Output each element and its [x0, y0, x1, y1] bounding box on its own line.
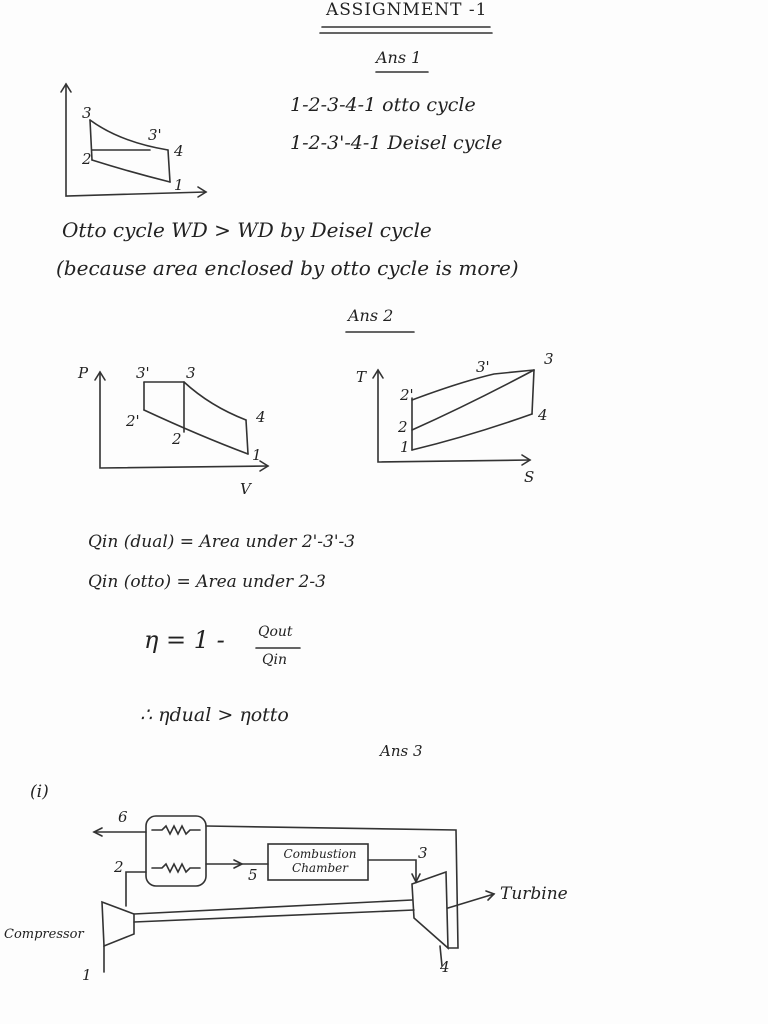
regenerator-box	[146, 816, 206, 886]
ans1-label-3prime: 3'	[148, 126, 162, 144]
fraction-numerator: Qout	[258, 624, 293, 640]
turbine-label: Turbine	[500, 884, 568, 904]
ans1-label-2: 2	[82, 150, 92, 168]
ans1-isochoric-23	[90, 120, 92, 160]
pv-axis-v: V	[240, 480, 251, 498]
ts-axis-t: T	[356, 368, 367, 386]
ts-label-2prime: 2'	[400, 386, 414, 404]
ans1-expansion-34	[90, 120, 168, 150]
node-6: 6	[118, 808, 128, 826]
ans1-reason: (because area enclosed by otto cycle is more)	[56, 256, 519, 280]
ans1-label-4: 4	[174, 142, 184, 160]
dual-otto-ts-diagram	[373, 370, 534, 465]
ans3-heading: Ans 3	[380, 742, 423, 760]
pv-expansion	[184, 382, 246, 420]
node-2: 2	[114, 858, 124, 876]
pv-label-2: 2	[172, 430, 182, 448]
pv-heat-rejection	[246, 420, 248, 454]
ans3-part: (i)	[30, 782, 49, 802]
ans1-axes	[66, 84, 206, 196]
ts-label-2: 2	[398, 418, 408, 436]
turbine-output-line	[448, 894, 494, 908]
regenerator-coil-top	[152, 826, 200, 834]
ts-label-4: 4	[538, 406, 548, 424]
ts-label-3prime: 3'	[476, 358, 490, 376]
regenerator-coil-bottom	[152, 864, 200, 872]
pv-compression	[144, 410, 248, 454]
pv-axis-p: P	[78, 364, 89, 382]
page-title: ASSIGNMENT -1	[326, 0, 488, 20]
pv-label-2prime: 2'	[126, 412, 140, 430]
pv-label-4: 4	[256, 408, 266, 426]
pipe-4-down	[440, 946, 442, 966]
ts-label-1: 1	[400, 438, 410, 456]
dual-otto-pv-diagram	[95, 372, 268, 471]
pipe-3	[368, 860, 416, 882]
compressor-label: Compressor	[4, 927, 84, 942]
ts-axis-s: S	[524, 468, 535, 486]
ts-upper-curve	[412, 370, 534, 400]
ts-lower-curve	[412, 414, 532, 450]
ans1-heading: Ans 1	[376, 48, 422, 67]
node-5: 5	[248, 866, 258, 884]
combustion-chamber-label: Combustion Chamber	[283, 847, 357, 875]
qin-otto: Qin (otto) = Area under 2-3	[88, 572, 326, 592]
efficiency-formula: η = 1 -	[144, 626, 225, 654]
ans1-label-1: 1	[174, 176, 184, 194]
ans1-heat-rejection-41	[168, 150, 170, 182]
otto-diesel-pv-diagram	[61, 84, 206, 197]
ts-vertical-right	[532, 370, 534, 414]
ts-label-3: 3	[544, 350, 554, 368]
qin-dual: Qin (dual) = Area under 2'-3'-3	[88, 532, 356, 552]
fraction-denominator: Qin	[262, 652, 287, 668]
node-1: 1	[82, 966, 92, 984]
node-4: 4	[440, 958, 450, 976]
ans1-label-3: 3	[82, 104, 92, 122]
gas-turbine-schematic	[94, 816, 494, 972]
compressor-shape	[102, 902, 134, 946]
pipe-2	[126, 872, 146, 906]
ans1-statement: Otto cycle WD > WD by Deisel cycle	[62, 218, 432, 242]
pv-label-3: 3	[186, 364, 196, 382]
ans1-otto-line: 1-2-3-4-1 otto cycle	[290, 94, 476, 116]
pv-label-3prime: 3'	[136, 364, 150, 382]
ans2-heading: Ans 2	[348, 306, 394, 325]
combustion-chamber-box	[268, 844, 368, 880]
node-3: 3	[418, 844, 428, 862]
turbine-shape	[412, 872, 448, 948]
pv-label-1: 1	[252, 446, 262, 464]
efficiency-conclusion: ∴ ηdual > ηotto	[140, 704, 289, 726]
ans1-compression-12	[92, 160, 170, 182]
ans1-diesel-line: 1-2-3'-4-1 Deisel cycle	[290, 132, 503, 154]
